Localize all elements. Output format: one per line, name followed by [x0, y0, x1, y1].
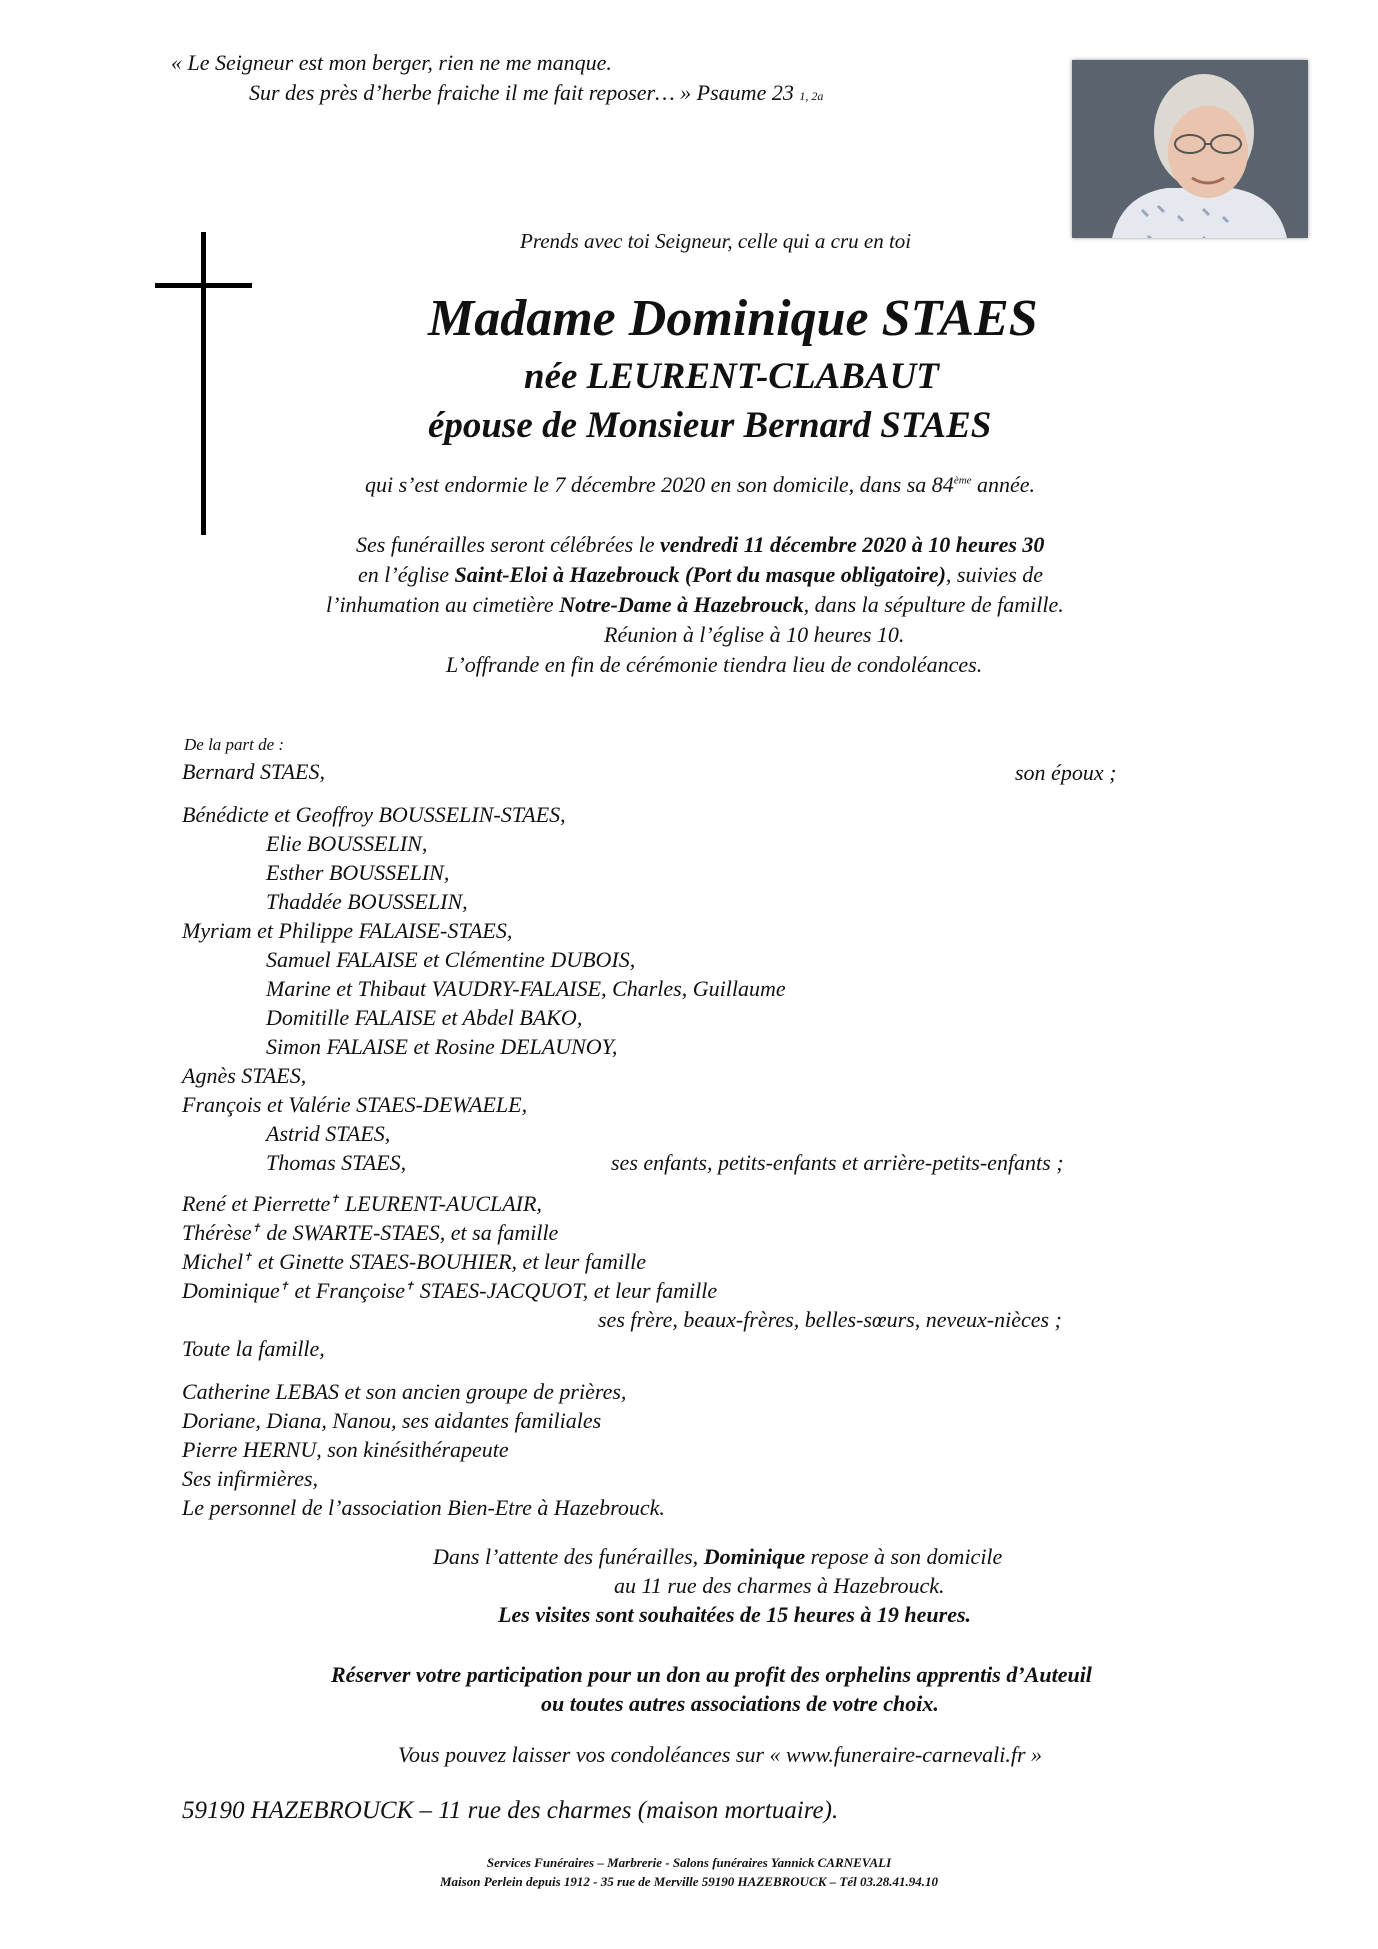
family-member: Domitille FALAISE et Abdel BAKO,	[266, 1005, 583, 1030]
death-text-end: année.	[971, 472, 1036, 497]
funeral-line-4: Réunion à l’église à 10 heures 10.	[604, 622, 905, 647]
sibling-line	[182, 1220, 558, 1246]
sibling-text: STAES-JACQUOT, et leur famille	[414, 1278, 718, 1303]
other-line: Catherine LEBAS et son ancien groupe de prières,	[182, 1379, 627, 1404]
death-line	[365, 472, 1035, 498]
funeral-text: en l’église	[358, 562, 455, 587]
family-member: Samuel FALAISE et Clémentine DUBOIS,	[266, 947, 636, 972]
footer-line-2: Maison Perlein depuis 1912 - 35 rue de Merville 59190 HAZEBROUCK – Tél 03.28.41.94.10	[440, 1874, 938, 1889]
funeral-text: l’inhumation au cimetière	[326, 592, 560, 617]
other-line: Ses infirmières,	[182, 1466, 319, 1491]
all-family: Toute la famille,	[182, 1336, 325, 1361]
deceased-name: Madame Dominique STAES	[428, 290, 1038, 347]
family-member: Simon FALAISE et Rosine DELAUNOY,	[266, 1034, 618, 1059]
spouse-role: son époux ;	[1015, 760, 1117, 785]
from-label: De la part de :	[184, 735, 285, 754]
sibling-text: et Ginette STAES-BOUHIER, et leur famille	[252, 1249, 646, 1274]
rest-line-2: au 11 rue des charmes à Hazebrouck.	[614, 1573, 945, 1598]
death-superscript: ème	[953, 474, 972, 487]
rest-line-1	[433, 1544, 1002, 1570]
family-member: François et Valérie STAES-DEWAELE,	[182, 1092, 528, 1117]
footer-line-1: Services Funéraires – Marbrerie - Salons funéraires Yannick CARNEVALI	[486, 1855, 892, 1870]
cross-icon-vertical	[201, 232, 206, 535]
portrait-photo	[1072, 60, 1308, 238]
family-member: Esther BOUSSELIN,	[266, 860, 450, 885]
siblings-role: ses frère, beaux-frères, belles-sœurs, neveux-nièces ;	[598, 1307, 1062, 1332]
spouse-name: Bernard STAES,	[182, 759, 325, 784]
deceased-cross-icon: ✝	[243, 1251, 253, 1264]
funeral-text: , suivies de	[945, 562, 1044, 587]
maiden-name: née LEURENT-CLABAUT	[524, 356, 939, 397]
cross-icon-horizontal	[155, 283, 252, 288]
sibling-text: Michel	[182, 1249, 244, 1274]
funeral-cemetery: Notre-Dame à Hazebrouck	[559, 592, 804, 617]
funeral-line-3	[326, 592, 1064, 618]
portrait-illustration	[1072, 60, 1308, 238]
sibling-text: René et Pierrette	[182, 1191, 331, 1216]
other-line: Le personnel de l’association Bien-Etre à Hazebrouck.	[182, 1495, 665, 1520]
deceased-cross-icon: ✝	[279, 1280, 289, 1293]
funeral-line-1	[356, 532, 1044, 558]
funeral-line-2	[358, 562, 1043, 588]
rest-name: Dominique	[703, 1544, 806, 1569]
address-line: 59190 HAZEBROUCK – 11 rue des charmes (maison mortuaire).	[182, 1797, 839, 1824]
sibling-text: Thérèse	[182, 1220, 252, 1245]
psalm-text: Sur des près d’herbe fraiche il me fait reposer… » Psaume 23	[249, 80, 794, 105]
children-role: ses enfants, petits-enfants et arrière-petits-enfants ;	[611, 1150, 1064, 1175]
sibling-line	[182, 1278, 717, 1304]
family-member: Bénédicte et Geoffroy BOUSSELIN-STAES,	[182, 802, 566, 827]
donation-line-2: ou toutes autres associations de votre choix.	[541, 1691, 939, 1716]
psalm-line-1: « Le Seigneur est mon berger, rien ne me manque.	[171, 50, 612, 75]
funeral-date: vendredi 11 décembre 2020 à 10 heures 30	[660, 532, 1045, 557]
family-member: Agnès STAES,	[182, 1063, 307, 1088]
family-member: Thaddée BOUSSELIN,	[266, 889, 468, 914]
family-member: Elie BOUSSELIN,	[266, 831, 428, 856]
funeral-text: , dans la sépulture de famille.	[803, 592, 1064, 617]
sibling-text: de SWARTE-STAES, et sa famille	[260, 1220, 559, 1245]
family-member: Thomas STAES,	[266, 1150, 407, 1175]
sibling-text: LEURENT-AUCLAIR,	[339, 1191, 542, 1216]
prayer-line: Prends avec toi Seigneur, celle qui a cru en toi	[520, 229, 912, 253]
deceased-cross-icon: ✝	[405, 1280, 415, 1293]
sibling-text: Dominique	[182, 1278, 280, 1303]
other-line: Doriane, Diana, Nanou, ses aidantes familiales	[182, 1408, 602, 1433]
deceased-cross-icon: ✝	[251, 1222, 261, 1235]
condolences-line: Vous pouvez laisser vos condoléances sur « www.funeraire-carnevali.fr »	[398, 1742, 1043, 1767]
psalm-reference: 1, 2a	[799, 89, 824, 103]
family-member: Myriam et Philippe FALAISE-STAES,	[182, 918, 513, 943]
donation-line-1: Réserver votre participation pour un don au profit des orphelins apprentis d’Auteuil	[331, 1662, 1092, 1687]
other-line: Pierre HERNU, son kinésithérapeute	[182, 1437, 509, 1462]
deceased-cross-icon: ✝	[330, 1193, 340, 1206]
psalm-line-2	[249, 80, 823, 106]
spouse-line: épouse de Monsieur Bernard STAES	[428, 405, 992, 446]
rest-text: repose à son domicile	[805, 1544, 1003, 1569]
rest-text: Dans l’attente des funérailles,	[433, 1544, 704, 1569]
sibling-line	[182, 1191, 542, 1217]
family-member: Astrid STAES,	[266, 1121, 391, 1146]
family-member: Marine et Thibaut VAUDRY-FALAISE, Charles, Guillaume	[266, 976, 786, 1001]
funeral-text: Ses funérailles seront célébrées le	[356, 532, 661, 557]
funeral-line-5: L’offrande en fin de cérémonie tiendra lieu de condoléances.	[446, 652, 983, 677]
sibling-text: et Françoise	[288, 1278, 406, 1303]
death-text: qui s’est endormie le 7 décembre 2020 en son domicile, dans sa 84	[365, 472, 954, 497]
funeral-church: Saint-Eloi à Hazebrouck (Port du masque obligatoire)	[454, 562, 946, 587]
visits-line: Les visites sont souhaitées de 15 heures à 19 heures.	[498, 1602, 972, 1627]
sibling-line	[182, 1249, 646, 1275]
